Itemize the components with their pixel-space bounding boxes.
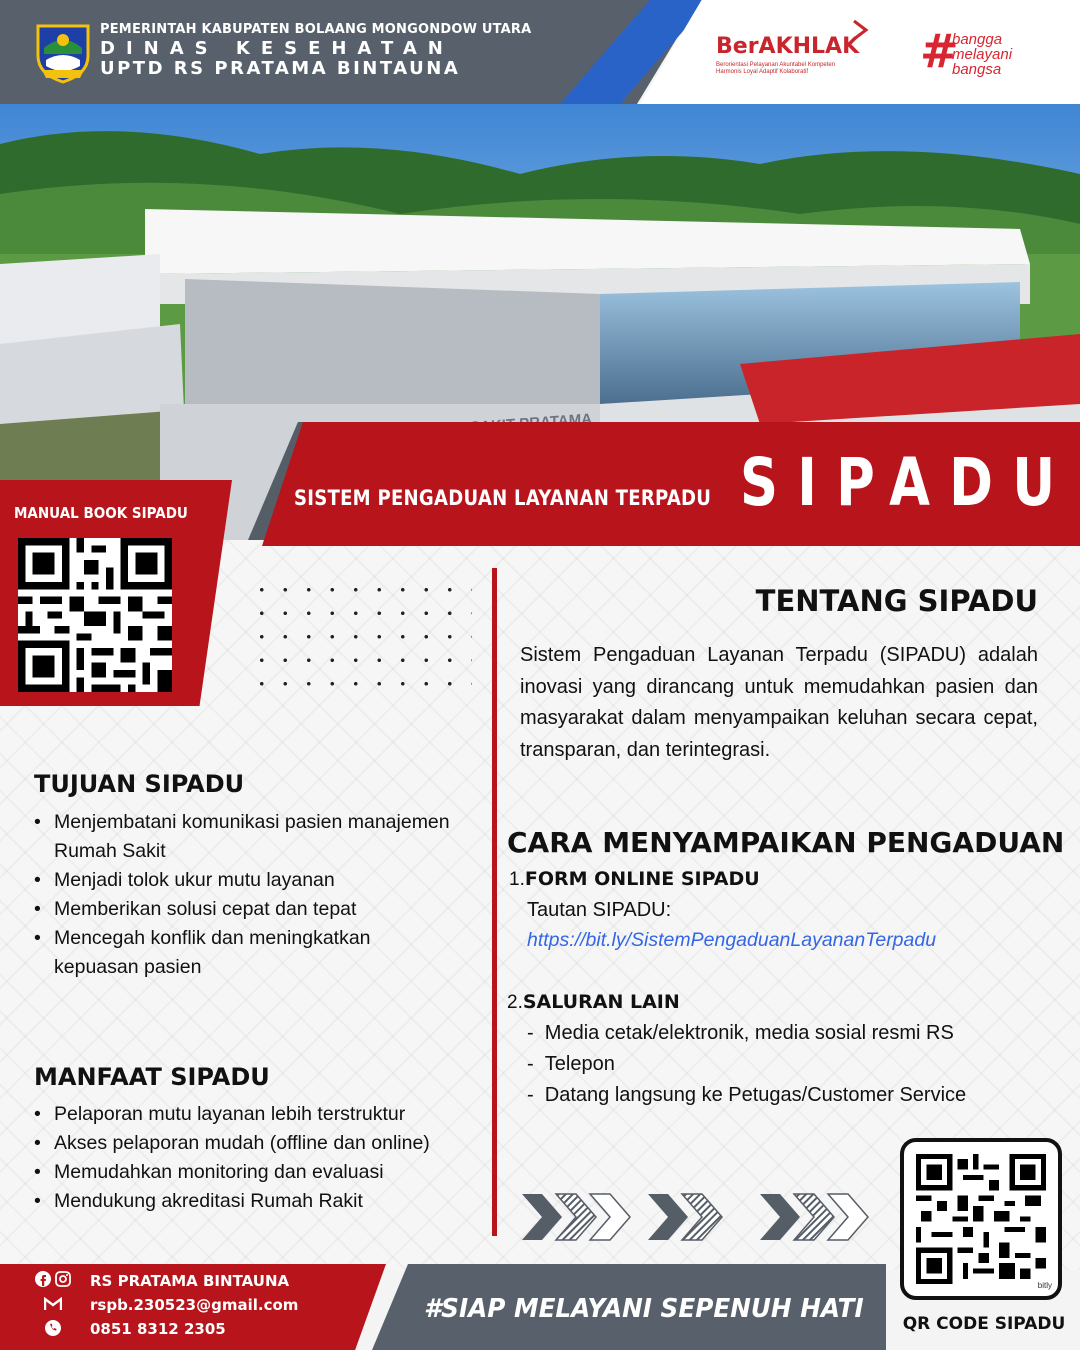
manfaat-item: • Mendukung akreditasi Rumah Rakit <box>34 1187 494 1216</box>
berakhlak-subtitle-line1: Berorientasi Pelayanan Akuntabel Kompeten <box>716 62 836 68</box>
tentang-paragraph: Sistem Pengaduan Layanan Terpadu (SIPADU) adalah inovasi yang dirancang untuk memudahkan pasien dan masyarakat dalam menyampaikan keluhan secara cepat, transparan, dan terintegrasi. <box>520 644 1038 761</box>
step2-item: - Telepon <box>527 1053 615 1075</box>
step1-header <box>509 868 760 891</box>
step2-item-text: Telepon <box>544 1053 615 1075</box>
step2-title: SALURAN LAIN <box>522 991 680 1013</box>
manfaat-item: • Pelaporan mutu layanan lebih terstruktur <box>34 1100 494 1129</box>
manfaat-item: • Memudahkan monitoring dan evaluasi <box>34 1158 494 1187</box>
footer-social-name: RS PRATAMA BINTAUNA <box>90 1272 290 1290</box>
footer-phone[interactable]: 0851 8312 2305 <box>90 1320 226 1338</box>
sipadu-form-link[interactable]: https://bit.ly/SistemPengaduanLayananTerpadu <box>527 929 937 951</box>
melayani-line: melayani <box>952 46 1013 63</box>
step1-number: 1. <box>509 869 525 890</box>
step2-item: - Media cetak/elektronik, media sosial resmi RS <box>527 1022 954 1044</box>
decorative-dot-grid <box>250 578 472 702</box>
footer-email[interactable]: rspb.230523@gmail.com <box>90 1296 299 1314</box>
phone-icon[interactable] <box>45 1320 61 1336</box>
step2-item-text: Media cetak/elektronik, media sosial resmi RS <box>544 1022 954 1044</box>
manfaat-heading: MANFAAT SIPADU <box>34 1063 270 1091</box>
step1-label: Tautan SIPADU: <box>527 899 672 921</box>
regency-emblem-icon <box>34 20 92 84</box>
sipadu-qr-frame[interactable] <box>900 1138 1062 1300</box>
qr-bitly-mark: bitly <box>1037 1281 1052 1290</box>
step2-number: 2. <box>507 992 523 1013</box>
tujuan-heading: TUJUAN SIPADU <box>34 770 245 798</box>
tujuan-item: • Menjadi tolok ukur mutu layanan <box>34 866 454 895</box>
header-hospital-line: UPTD RS PRATAMA BINTAUNA <box>100 58 461 79</box>
manual-book-label: MANUAL BOOK SIPADU <box>14 504 188 522</box>
sipadu-qr-code-icon[interactable] <box>916 1154 1046 1284</box>
facebook-icon[interactable] <box>35 1271 51 1287</box>
header-department-line: DINAS KESEHATAN <box>100 38 454 59</box>
tujuan-list <box>34 808 454 982</box>
bangga-melayani-bangsa-logo <box>952 32 1012 77</box>
header-government-line: PEMERINTAH KABUPATEN BOLAANG MONGONDOW UTARA <box>100 22 532 37</box>
bangga-hash-logo: # <box>920 24 959 78</box>
title-sipadu: SIPADU <box>740 444 1075 521</box>
tujuan-item: • Menjembatani komunikasi pasien manajemen Rumah Sakit <box>34 808 454 866</box>
tujuan-item: • Mencegah konflik dan meningkatkan kepuasan pasien <box>34 924 374 982</box>
berakhlak-logo-title: BerAKHLAK <box>716 34 860 59</box>
manual-book-qr-code-icon[interactable] <box>18 538 172 692</box>
instagram-icon[interactable] <box>55 1271 71 1287</box>
manfaat-list <box>34 1100 494 1216</box>
berakhlak-arrow-icon <box>848 18 872 42</box>
title-subtitle: SISTEM PENGADUAN LAYANAN TERPADU <box>294 486 712 510</box>
cara-heading: CARA MENYAMPAIKAN PENGADUAN <box>507 826 1065 859</box>
step1-title: FORM ONLINE SIPADU <box>524 868 760 890</box>
header-white-panel <box>640 0 1080 104</box>
berakhlak-subtitle-line2: Harmonis Loyal Adaptif Kolaboratif <box>716 69 809 75</box>
manfaat-item: • Akses pelaporan mudah (offline dan online) <box>34 1129 494 1158</box>
footer-slogan: #SIAP MELAYANI SEPENUH HATI <box>424 1294 864 1324</box>
berakhlak-subtitle <box>716 62 876 76</box>
chevron-arrows-icon <box>520 1182 880 1252</box>
bangga-line: bangga <box>952 31 1003 48</box>
qr-code-label: QR CODE SIPADU <box>902 1314 1066 1334</box>
gmail-icon[interactable] <box>44 1297 62 1311</box>
tujuan-item: • Memberikan solusi cepat dan tepat <box>34 895 454 924</box>
tentang-heading: TENTANG SIPADU <box>755 584 1038 618</box>
bangsa-line: bangsa <box>952 61 1002 78</box>
step2-header <box>507 991 680 1014</box>
step2-item: - Datang langsung ke Petugas/Customer Service <box>527 1084 967 1106</box>
step2-item-text: Datang langsung ke Petugas/Customer Service <box>544 1084 967 1106</box>
